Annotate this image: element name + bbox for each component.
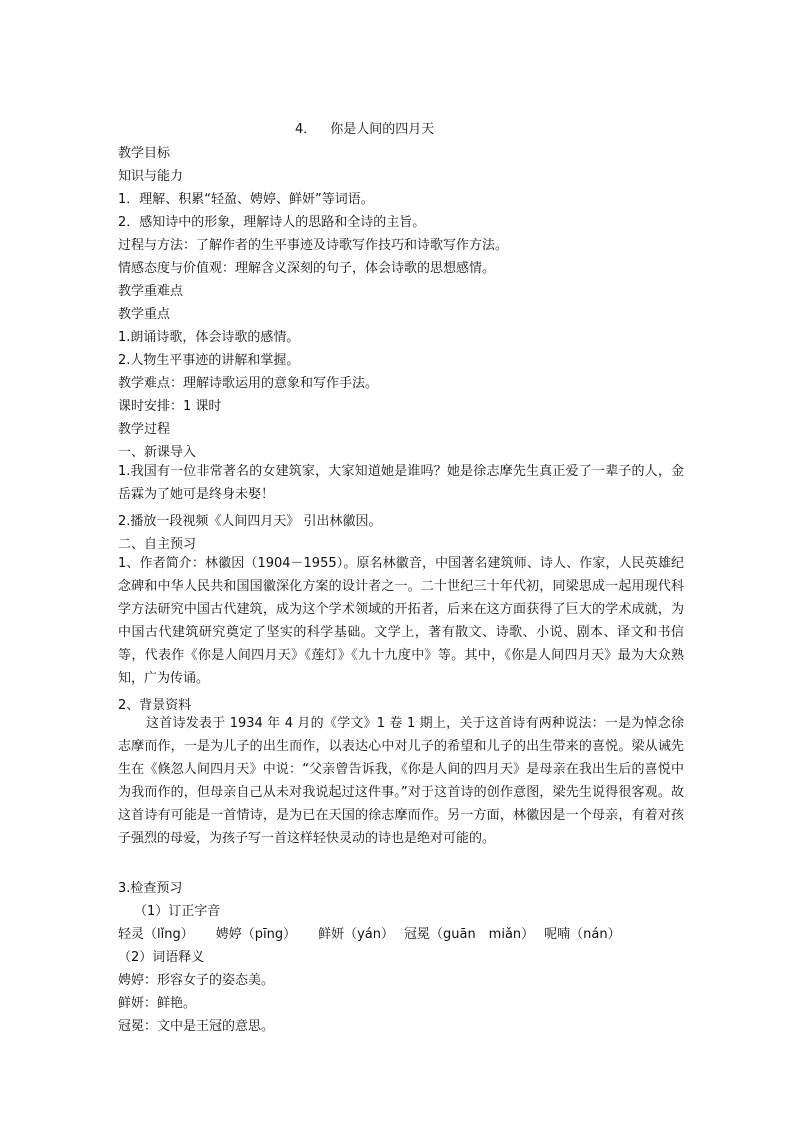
author-intro-paragraph: 1、作者简介：林徽因（1904－1955）。原名林徽音，中国著名建筑师、诗人、作家，人民英雄纪念碑和中华人民共和国国徽深化方案的设计者之一。二十世纪三十年代初，同梁思成一起用现代科学方法研究中国古代建筑，成为这个学术领域的开拓者，后来在这方面获得了巨大的学术成就，为中国古代建筑研究奠定了坚实的科学基础。文学上，著有散文、诗歌、小说、剧本、译文和书信等，代表作《你是人间四月天》《莲灯》《九十九度中》等。其中，《你是人间四月天》最为大众熟知，广为传诵。 bbox=[118, 556, 684, 686]
process-method: 过程与方法：了解作者的生平事迹及诗歌写作技巧和诗歌写作方法。 bbox=[118, 238, 509, 253]
pinyin-list bbox=[118, 926, 643, 944]
pinyin-item: 轻灵（lǐng） bbox=[118, 927, 194, 942]
page-title bbox=[295, 121, 434, 139]
subheading-word-meaning: （2）词语释义 bbox=[118, 950, 205, 965]
emotion-values: 情感态度与价值观：理解含义深刻的句子，体会诗歌的思想感情。 bbox=[118, 261, 496, 276]
heading-background: 2、背景资料 bbox=[118, 698, 192, 713]
heading-key-points: 教学重点 bbox=[118, 307, 171, 322]
heading-key-difficulty: 教学重难点 bbox=[118, 284, 184, 299]
pinyin-item: 鲜妍（yán） bbox=[318, 927, 394, 942]
subheading-pronunciation: （1）订正字音 bbox=[134, 904, 221, 919]
class-hours: 课时安排：1 课时 bbox=[118, 399, 222, 414]
heading-knowledge-ability: 知识与能力 bbox=[118, 169, 184, 184]
heading-teaching-process: 教学过程 bbox=[118, 422, 171, 437]
goal-item-1: 1．理解、积累“轻盈、娉婷、鲜妍”等词语。 bbox=[118, 192, 374, 207]
key-point-1: 1.朗诵诗歌，体会诗歌的感情。 bbox=[118, 330, 300, 345]
pinyin-item: 冠冕（guān miǎn） bbox=[403, 927, 535, 942]
heading-self-study: 二、自主预习 bbox=[118, 537, 197, 552]
goal-item-2: 2．感知诗中的形象，理解诗人的思路和全诗的主旨。 bbox=[118, 215, 426, 230]
heading-new-lesson: 一、新课导入 bbox=[118, 445, 197, 460]
heading-teaching-goals: 教学目标 bbox=[118, 146, 171, 161]
title-text: 你是人间的四月天 bbox=[330, 122, 435, 137]
definition-item: 冠冕：文中是王冠的意思。 bbox=[118, 1019, 275, 1034]
background-paragraph: 这首诗发表于 1934 年 4 月的《学文》1 卷 1 期上，关于这首诗有两种说法：一是为悼念徐志摩而作，一是为儿子的出生而作，以表达心中对儿子的希望和儿子的出生带来的喜悦。梁从诫先生在《倏忽人间四月天》中说：“父亲曾告诉我，《你是人间的四月天》是母亲在我出生后的喜悦中为我而作的，但母亲自己从未对我说起过这件事。”对于这首诗的创作意图，梁先生说得很客观。故这首诗有可能是一首情诗，是为已在天国的徐志摩而作。另一方面，林徽因是一个母亲，有着对孩子强烈的母爱，为孩子写一首这样轻快灵动的诗也是绝对可能的。 bbox=[118, 716, 684, 846]
intro-paragraph: 1.我国有一位非常著名的女建筑家，大家知道她是谁吗？她是徐志摩先生真正爱了一辈子的人，金岳霖为了她可是终身未娶！ bbox=[118, 464, 684, 502]
title-number: 4． bbox=[295, 122, 317, 137]
definition-item: 鲜妍：鲜艳。 bbox=[118, 996, 197, 1011]
definition-item: 娉婷：形容女子的姿态美。 bbox=[118, 973, 275, 988]
pinyin-item: 娉婷（pīng） bbox=[215, 927, 297, 942]
heading-check-preview: 3.检查预习 bbox=[118, 881, 183, 896]
intro-video: 2.播放一段视频《人间四月天》 引出林徽因。 bbox=[118, 514, 382, 529]
pinyin-item: 呢喃（nán） bbox=[544, 927, 621, 942]
difficulty-point: 教学难点：理解诗歌运用的意象和写作手法。 bbox=[118, 376, 379, 391]
key-point-2: 2.人物生平事迹的讲解和掌握。 bbox=[118, 353, 300, 368]
